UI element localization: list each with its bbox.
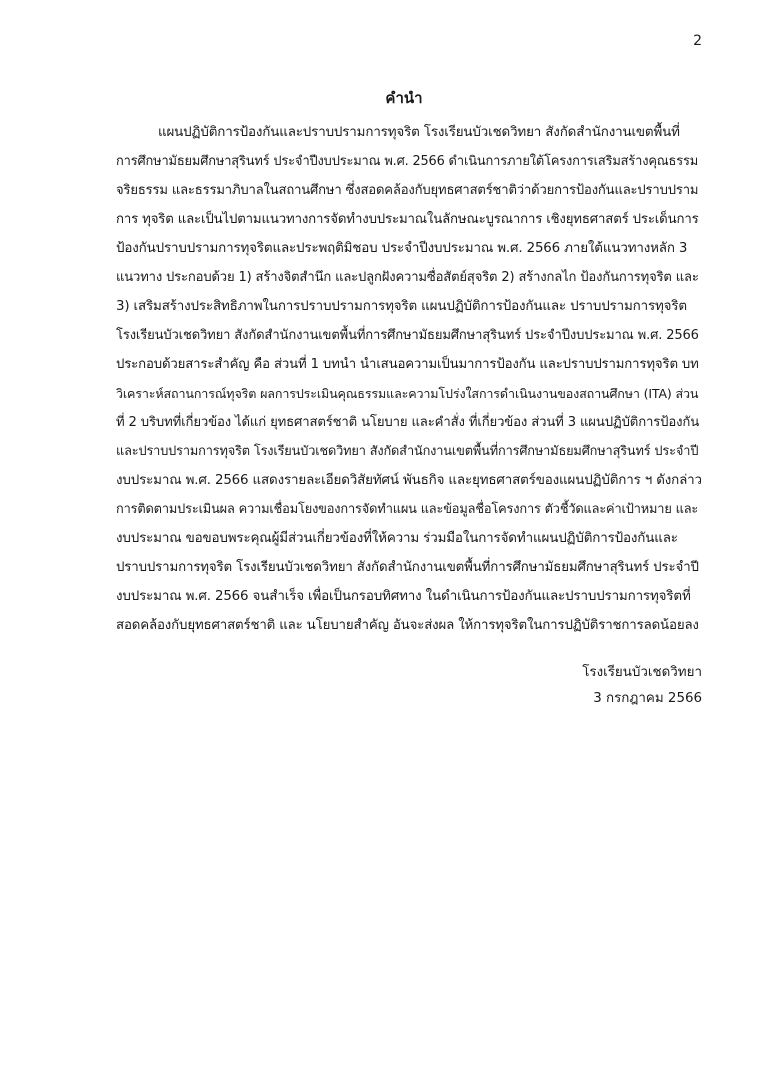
signature-date: 3 กรกฎาคม 2566	[593, 691, 702, 706]
paragraph-line: สอดคล้องกับยุทธศาสตร์ชาติ และ นโยบายสำคัญ อันจะส่งผล ให้การทุจริตในการปฏิบัติราชการลดน้อยลง	[116, 618, 699, 633]
signature-school: โรงเรียนบัวเชดวิทยา	[582, 665, 702, 680]
paragraph-line: การ ทุจริต และเป็นไปตามแนวทางการจัดทำงบประมาณในลักษณะบูรณาการ เชิงยุทธศาสตร์ ประเด็นการ	[116, 212, 699, 227]
paragraph-line: การติดตามประเมินผล ความเชื่อมโยงของการจัดทำแผน และข้อมูลชื่อโครงการ ตัวชี้วัดและค่าเป้าหมาย และ	[116, 502, 699, 517]
paragraph-line: งบประมาณ พ.ศ. 2566 แสดงรายละเอียดวิสัยทัศน์ พันธกิจ และยุทธศาสตร์ของแผนปฏิบัติการ ฯ ดังกล่าว	[116, 473, 702, 488]
page-number: 2	[693, 33, 702, 49]
paragraph-line: แผนปฏิบัติการป้องกันและปราบปรามการทุจริต โรงเรียนบัวเชดวิทยา สังกัดสำนักงานเขตพื้นที่	[158, 125, 680, 140]
paragraph-line: ประกอบด้วยสาระสำคัญ คือ ส่วนที่ 1 บทนำ นำเสนอความเป็นมาการป้องกัน และปราบปรามการทุจริต บท	[116, 357, 699, 372]
paragraph-line: งบประมาณ พ.ศ. 2566 จนสำเร็จ เพื่อเป็นกรอบทิศทาง ในดำเนินการป้องกันและปราบปรามการทุจริตที่	[116, 589, 691, 604]
paragraph-line: 3) เสริมสร้างประสิทธิภาพในการปราบปรามการทุจริต แผนปฏิบัติการป้องกันและ ปราบปรามการทุจริต	[116, 299, 687, 314]
paragraph-line: วิเคราะห์สถานการณ์ทุจริต ผลการประเมินคุณธรรมและความโปร่งใสการดำเนินงานของสถานศึกษา (ITA) ส่วน	[116, 386, 699, 401]
paragraph-line: ที่ 2 บริบทที่เกี่ยวข้อง ได้แก่ ยุทธศาสตร์ชาติ นโยบาย และคำสั่ง ที่เกี่ยวข้อง ส่วนที่ 3 แผนปฏิบัติการป้องกัน	[116, 415, 700, 430]
paragraph-line: จริยธรรม และธรรมาภิบาลในสถานศึกษา ซึ่งสอดคล้องกับยุทธศาสตร์ชาติว่าด้วยการป้องกันและปราบปราม	[116, 183, 699, 198]
paragraph-line: งบประมาณ ขอขอบพระคุณผู้มีส่วนเกี่ยวข้องที่ให้ความ ร่วมมือในการจัดทำแผนปฏิบัติการป้องกันและ	[116, 531, 678, 546]
paragraph-line: โรงเรียนบัวเชดวิทยา สังกัดสำนักงานเขตพื้นที่การศึกษามัธยมศึกษาสุรินทร์ ประจำปีงบประมาณ พ.ศ. 2566	[116, 328, 699, 343]
signature-block	[582, 664, 702, 716]
document-title: คำนำ	[385, 89, 423, 107]
paragraph-line: แนวทาง ประกอบด้วย 1) สร้างจิตสำนึก และปลูกฝังความซื่อสัตย์สุจริต 2) สร้างกลไก ป้องกันการทุจริต และ	[116, 270, 699, 285]
paragraph-line: การศึกษามัธยมศึกษาสุรินทร์ ประจำปีงบประมาณ พ.ศ. 2566 ดำเนินการภายใต้โครงการเสริมสร้างคุณธรรม	[116, 154, 699, 169]
paragraph-line: ปราบปรามการทุจริต โรงเรียนบัวเชดวิทยา สังกัดสำนักงานเขตพื้นที่การศึกษามัธยมศึกษาสุรินทร์ ประจำปี	[116, 560, 699, 575]
paragraph-line: และปราบปรามการทุจริต โรงเรียนบัวเชดวิทยา สังกัดสำนักงานเขตพื้นที่การศึกษามัธยมศึกษาสุรินทร์ ประจำปี	[116, 444, 699, 459]
paragraph-line: ป้องกันปราบปรามการทุจริตและประพฤติมิชอบ ประจำปีงบประมาณ พ.ศ. 2566 ภายใต้แนวทางหลัก 3	[116, 241, 688, 256]
